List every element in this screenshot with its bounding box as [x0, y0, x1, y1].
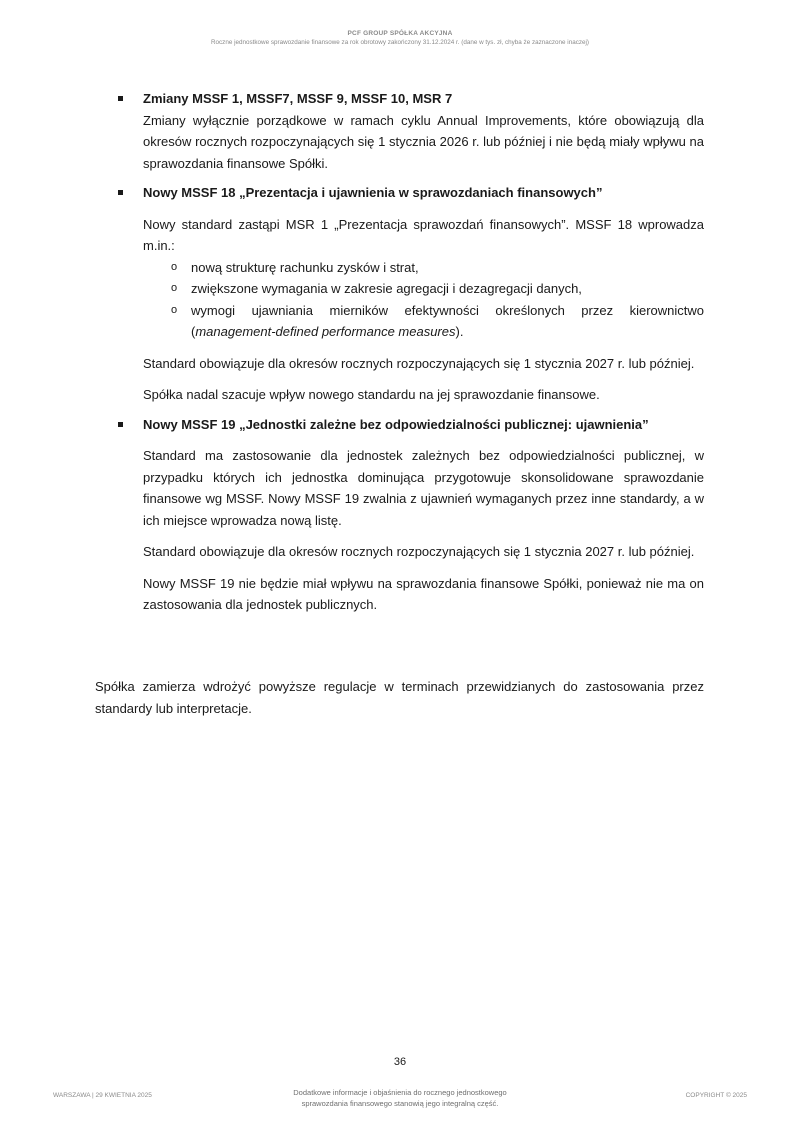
circle-bullet-icon: o	[171, 303, 178, 316]
page-number: 36	[393, 1056, 407, 1068]
section-title: Nowy MSSF 19 „Jednostki zależne bez odpowiedzialności publicznej: ujawnienia”	[143, 416, 649, 432]
section-mssf-changes	[118, 88, 704, 174]
square-bullet-icon	[118, 96, 123, 101]
square-bullet-icon	[118, 190, 123, 195]
list-item-text: wymogi ujawniania mierników efektywności określonych przez kierownictwo (	[191, 302, 704, 339]
section-mssf-19	[118, 414, 704, 616]
header-subtitle: Roczne jednostkowe sprawozdanie finansowe za rok obrotowy zakończony 31.12.2024 r. (dane w tys. zł, chyba że zaznaczone inaczej)	[210, 39, 590, 46]
closing-paragraph: Spółka zamierza wdrożyć powyższe regulacje w terminach przewidzianych do zastosowania przez standardy lub interpretacje.	[95, 679, 704, 716]
header-company: PCF GROUP SPÓŁKA AKCYJNA	[347, 30, 453, 37]
list-item-emphasis: management-defined performance measures	[195, 324, 456, 339]
section-paragraph: Spółka nadal szacuje wpływ nowego standardu na jej sprawozdanie finansowe.	[143, 387, 600, 402]
list-item-text: zwiększone wymagania w zakresie agregacji i dezagregacji danych,	[191, 281, 582, 296]
section-title: Zmiany MSSF 1, MSSF7, MSSF 9, MSSF 10, MSR 7	[143, 91, 453, 106]
section-title: Nowy MSSF 18 „Prezentacja i ujawnienia w sprawozdaniach finansowych”	[143, 185, 603, 200]
main-content	[118, 88, 704, 616]
section-paragraph: Standard obowiązuje dla okresów rocznych rozpoczynających się 1 stycznia 2027 r. lub później.	[143, 355, 695, 371]
square-bullet-icon	[118, 422, 123, 427]
page-header	[0, 30, 800, 46]
list-item-text: nową strukturę rachunku zysków i strat,	[191, 259, 419, 275]
requirements-list	[171, 257, 704, 343]
footer-copyright: COPYRIGHT © 2025	[685, 1092, 747, 1099]
footer-note-line: sprawozdania finansowego stanowią jego integralną część.	[301, 1099, 499, 1108]
section-mssf-18	[118, 182, 704, 406]
circle-bullet-icon: o	[171, 282, 178, 294]
section-paragraph: Standard obowiązuje dla okresów rocznych rozpoczynających się 1 stycznia 2027 r. lub później.	[143, 544, 695, 559]
footer-note-line: Dodatkowe informacje i objaśnienia do rocznego jednostkowego	[293, 1088, 507, 1097]
section-paragraph: Standard ma zastosowanie dla jednostek zależnych bez odpowiedzialności publicznej, w przypadku których ich jednostka dominująca przygotowuje skonsolidowane sprawozdanie finansowe wg MSSF. Nowy MSSF 19 zwalnia z ujawnień wymaganych przez inne standardy, a w ich miejsce wprowadza nową listę.	[143, 448, 704, 528]
list-item	[171, 278, 704, 300]
section-paragraph: Zmiany wyłącznie porządkowe w ramach cyklu Annual Improvements, które obowiązują dla okresów rocznych rozpoczynających się 1 stycznia 2026 r. lub później i nie będą miały wpływu na sprawozdania finansowe Spółki.	[143, 112, 704, 171]
section-paragraph: Nowy standard zastąpi MSR 1 „Prezentacja sprawozdań finansowych”. MSSF 18 wprowadza m.in.:	[143, 216, 704, 253]
list-item-text-end: ).	[455, 324, 464, 339]
list-item	[171, 257, 704, 279]
section-paragraph: Nowy MSSF 19 nie będzie miał wpływu na sprawozdania finansowe Spółki, ponieważ nie ma on zastosowania dla jednostek publicznych.	[143, 575, 704, 612]
circle-bullet-icon: o	[171, 260, 178, 273]
footer-note	[250, 1087, 550, 1109]
footer-date: WARSZAWA | 29 KWIETNIA 2025	[53, 1092, 152, 1099]
list-item	[171, 300, 704, 343]
